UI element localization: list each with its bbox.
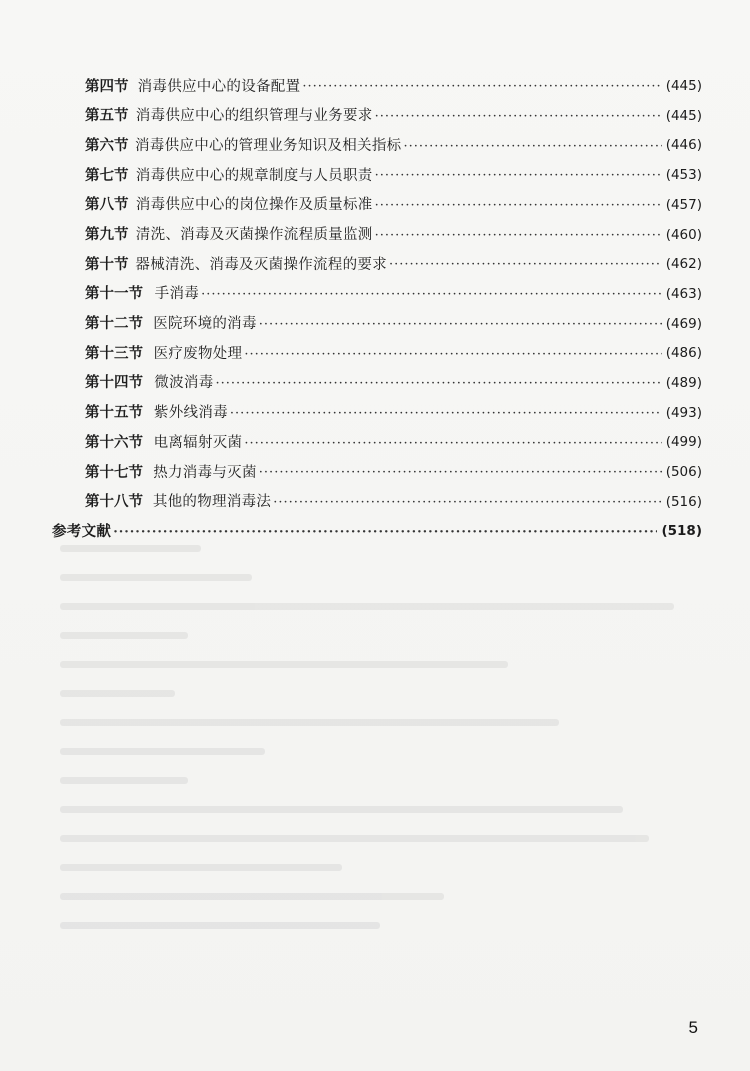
section-page: (506) — [665, 464, 702, 481]
toc-entry[interactable] — [0, 369, 750, 399]
section-page: (463) — [665, 285, 702, 302]
section-number: 第八节 — [85, 196, 129, 214]
dot-leader — [113, 526, 657, 539]
dot-leader — [403, 140, 661, 153]
bleed-through-shadow — [60, 545, 700, 1015]
section-number: 第十节 — [85, 255, 129, 273]
toc-entry[interactable] — [0, 161, 750, 191]
section-title: 其他的物理消毒法 — [152, 494, 272, 511]
section-page: (460) — [665, 226, 702, 243]
toc-entry[interactable] — [0, 220, 750, 250]
section-page: (445) — [665, 107, 702, 124]
toc-entry[interactable] — [0, 399, 750, 429]
section-page: (486) — [665, 345, 702, 362]
section-number: 第七节 — [85, 166, 129, 184]
section-number: 第十八节 — [85, 493, 143, 511]
section-title: 紫外线消毒 — [153, 405, 228, 422]
section-number: 第十三节 — [85, 344, 143, 362]
dot-leader — [375, 110, 662, 123]
toc-entry[interactable] — [0, 428, 750, 458]
section-title: 消毒供应中心的管理业务知识及相关指标 — [135, 137, 402, 154]
section-page: (446) — [665, 137, 702, 154]
section-number: 第十六节 — [85, 433, 143, 451]
toc-entry[interactable] — [0, 458, 750, 488]
section-title: 消毒供应中心的岗位操作及质量标准 — [135, 197, 373, 214]
section-page: (489) — [665, 374, 702, 391]
page-number: 5 — [688, 1018, 698, 1037]
toc-entry[interactable] — [0, 280, 750, 310]
references-page: (518) — [661, 523, 702, 540]
dot-leader — [302, 80, 661, 93]
toc-entry[interactable] — [0, 191, 750, 221]
section-number: 第十二节 — [85, 315, 143, 333]
section-number: 第十四节 — [85, 374, 143, 392]
dot-leader — [259, 318, 662, 331]
section-page: (457) — [665, 196, 702, 213]
section-page: (493) — [665, 404, 702, 421]
section-page: (469) — [665, 315, 702, 332]
section-page: (445) — [665, 78, 702, 95]
section-title: 清洗、消毒及灭菌操作流程质量监测 — [135, 227, 373, 244]
section-number: 第九节 — [85, 226, 129, 244]
section-title: 手消毒 — [154, 286, 200, 303]
section-title: 消毒供应中心的设备配置 — [137, 78, 301, 95]
toc-entry[interactable] — [0, 339, 750, 369]
section-title: 电离辐射灭菌 — [153, 434, 243, 451]
section-title: 医院环境的消毒 — [153, 316, 257, 333]
dot-leader — [216, 377, 662, 390]
toc-entry-references[interactable] — [0, 517, 750, 547]
section-page: (516) — [665, 493, 702, 510]
toc-entry[interactable] — [0, 488, 750, 518]
dot-leader — [201, 288, 662, 301]
section-title: 医疗废物处理 — [153, 345, 243, 362]
dot-leader — [389, 258, 662, 271]
section-number: 第十五节 — [85, 404, 143, 422]
section-page: (453) — [665, 167, 702, 184]
dot-leader — [375, 169, 662, 182]
section-number: 第四节 — [85, 77, 129, 95]
toc-entry[interactable] — [0, 72, 750, 102]
section-page: (499) — [665, 434, 702, 451]
section-number: 第五节 — [85, 107, 129, 125]
dot-leader — [259, 466, 662, 479]
toc-entry[interactable] — [0, 102, 750, 132]
dot-leader — [244, 437, 661, 450]
toc-entry[interactable] — [0, 310, 750, 340]
dot-leader — [244, 348, 661, 361]
dot-leader — [375, 229, 662, 242]
section-number: 第十一节 — [85, 285, 143, 303]
section-title: 微波消毒 — [154, 375, 214, 392]
dot-leader — [230, 407, 662, 420]
section-number: 第十七节 — [85, 463, 143, 481]
section-title: 热力消毒与灭菌 — [153, 464, 257, 481]
section-page: (462) — [665, 256, 702, 273]
section-number: 第六节 — [85, 136, 129, 154]
section-title: 消毒供应中心的组织管理与业务要求 — [135, 108, 373, 125]
toc-entry[interactable] — [0, 131, 750, 161]
section-title: 消毒供应中心的规章制度与人员职责 — [135, 167, 373, 184]
dot-leader — [273, 496, 661, 509]
references-title: 参考文献 — [52, 522, 112, 540]
table-of-contents — [0, 72, 750, 547]
section-title: 器械清洗、消毒及灭菌操作流程的要求 — [135, 256, 388, 273]
dot-leader — [375, 199, 662, 212]
toc-entry[interactable] — [0, 250, 750, 280]
